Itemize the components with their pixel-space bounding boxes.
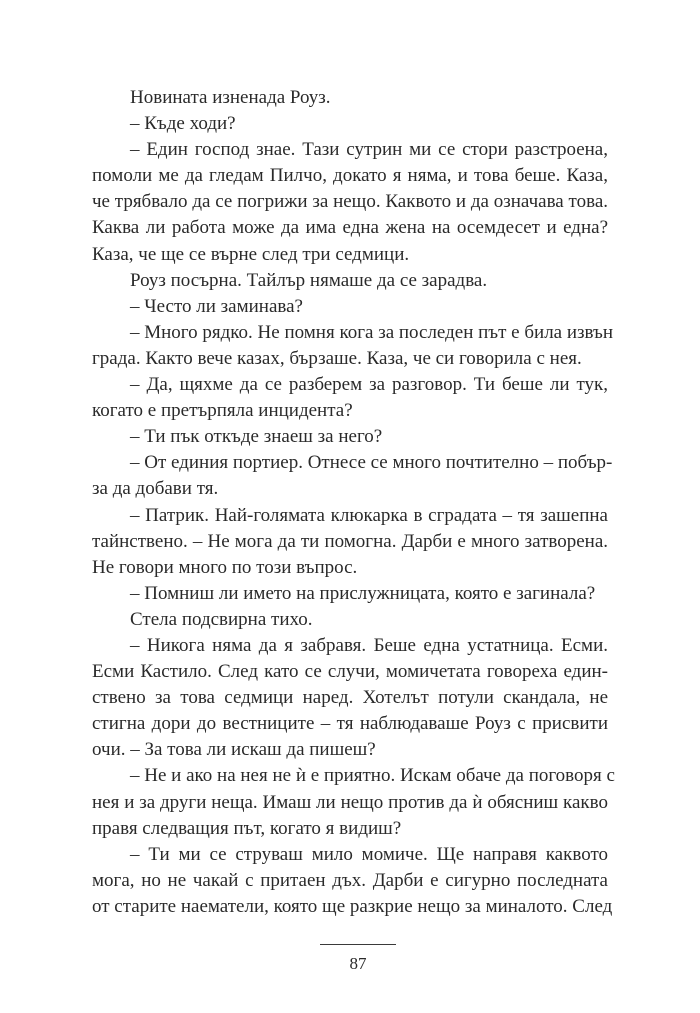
text-line: – Не и ако на нея не ѝ е приятно. Искам обаче да поговоря с (130, 765, 615, 787)
text-line: от старите наематели, която ще разкрие нещо за миналото. След (92, 895, 613, 917)
text-line: – Много рядко. Не помня кога за последен път е била извън (130, 321, 614, 343)
text-line: Есми Кастило. След като се случи, момичетата говореха един- (92, 661, 608, 683)
text-line: Каза, че ще се върне след три седмици. (92, 243, 410, 265)
text-line: – Един господ знае. Тази сутрин ми се стори разстроена, (130, 139, 608, 161)
text-line: че трябвало да се погрижи за нещо. Каквото и да означава това. (92, 191, 608, 213)
text-line: – Ти пък откъде знаеш за него? (130, 426, 383, 448)
text-line: – Патрик. Най-голямата клюкарка в сградата – тя зашепна (130, 504, 608, 526)
text-line: – От единия портиер. Отнесе се много почтително – побър- (130, 452, 613, 474)
text-line: очи. – За това ли искаш да пишеш? (92, 739, 376, 761)
text-line: правя следващия път, когато я видиш? (92, 817, 402, 839)
text-line: за да добави тя. (92, 478, 219, 500)
text-line: тайнствено. – Не мога да ти помогна. Дарби е много затворена. (92, 530, 608, 552)
text-line: – Да, щяхме да се разберем за разговор. Ти беше ли тук, (130, 374, 608, 396)
text-line: Стела подсвирна тихо. (130, 608, 313, 630)
text-line: нея и за други неща. Имаш ли нещо против да ѝ обясниш какво (92, 791, 608, 813)
text-line: – Помниш ли името на прислужницата, която е загинала? (130, 582, 596, 604)
text-line: Роуз посърна. Тайлър нямаше да се зарадва. (130, 269, 488, 291)
text-line: Каква ли работа може да има една жена на осемдесет и една? (92, 217, 608, 239)
text-line: Не говори много по този въпрос. (92, 556, 358, 578)
text-line: града. Както вече казах, бързаше. Каза, че си говорила с нея. (92, 347, 582, 369)
text-line: когато е претърпяла инцидента? (92, 400, 353, 422)
text-line: – Ти ми се струваш мило момиче. Ще направя каквото (130, 843, 608, 865)
text-line: ствено за това седмици наред. Хотелът потули скандала, не (92, 687, 608, 709)
text-line: – Често ли заминава? (130, 295, 303, 317)
text-line: мога, но не чакай с притаен дъх. Дарби е сигурно последната (92, 869, 608, 891)
text-line: помоли ме да гледам Пилчо, докато я няма, и това беше. Каза, (92, 165, 608, 187)
text-line: Новината изненада Роуз. (130, 87, 331, 108)
footer-rule (320, 944, 396, 945)
text-line: – Къде ходи? (130, 113, 236, 135)
page-number: 87 (349, 954, 367, 973)
text-line: – Никога няма да я забравя. Беше една устатница. Есми. (130, 634, 608, 656)
body-text (92, 85, 615, 920)
text-line: стигна дори до вестниците – тя наблюдаваше Роуз с присвити (92, 713, 608, 735)
